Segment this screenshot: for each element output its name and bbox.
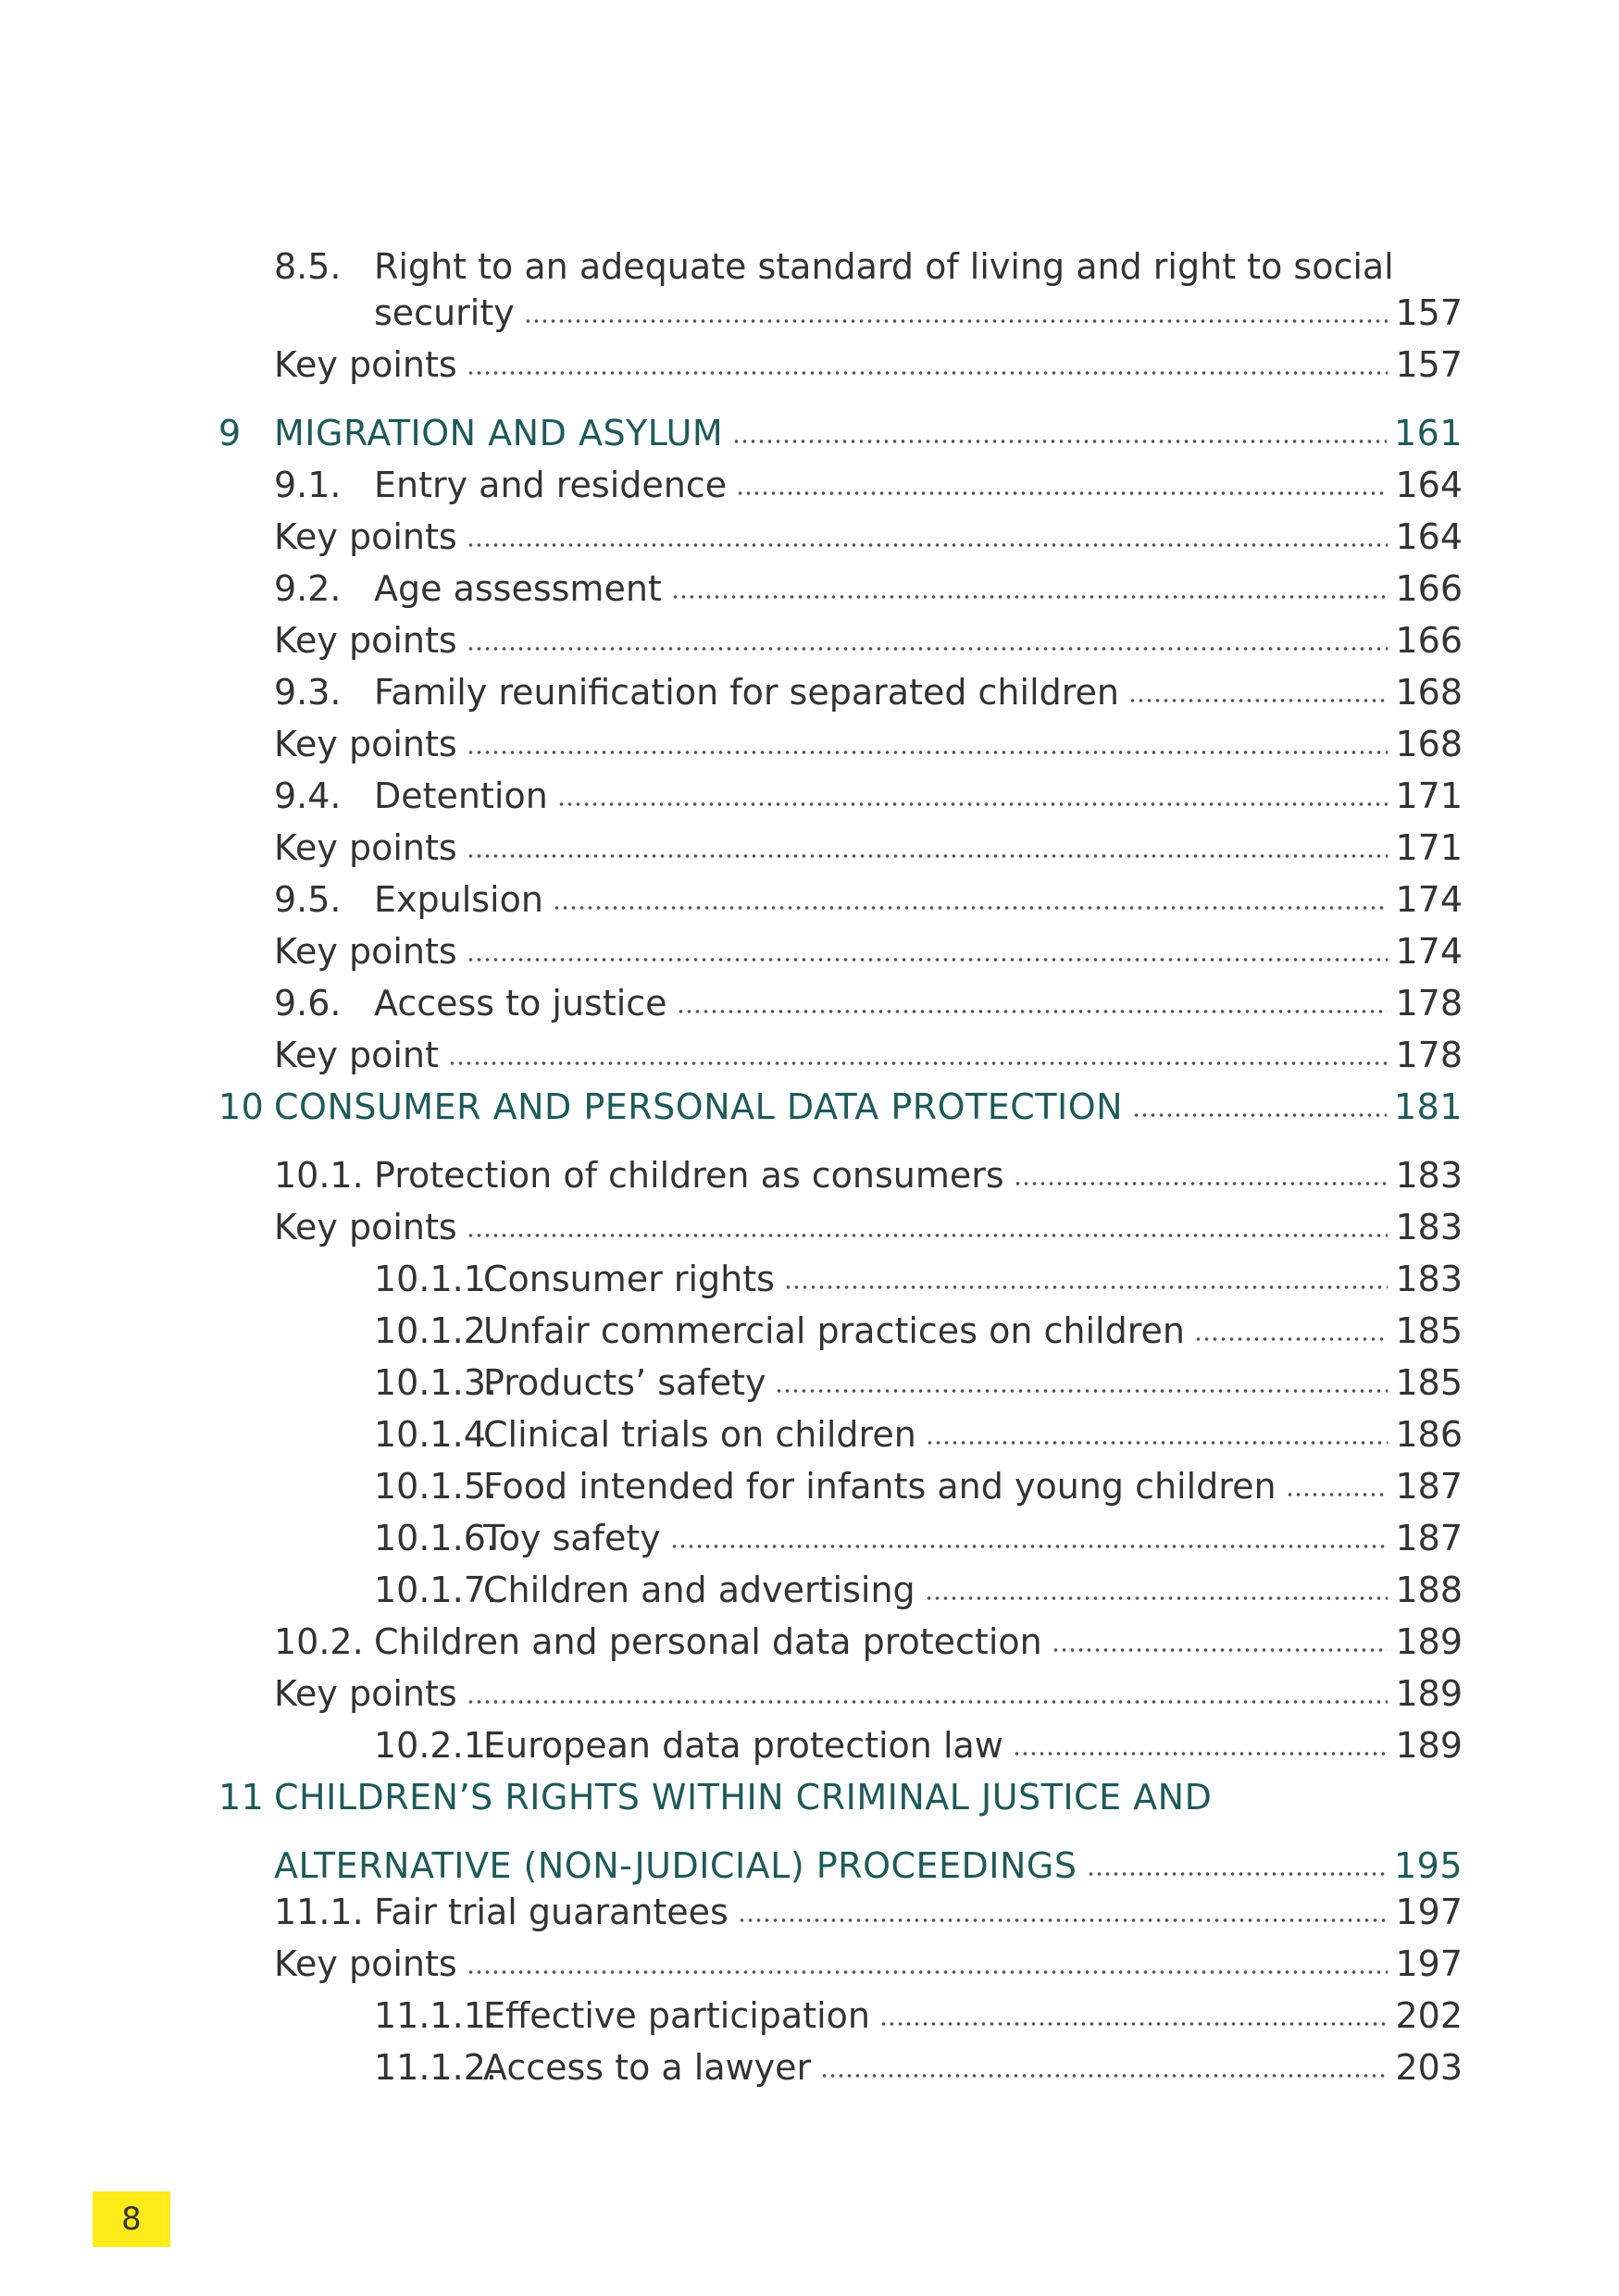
toc-entry-title: Consumer rights [483, 1259, 775, 1299]
toc-subsection-entry [0, 1355, 1619, 1410]
toc-entry-number: 11.1. [274, 1892, 364, 1932]
toc-entry-number: 10 [218, 1086, 265, 1127]
dot-leader [775, 1387, 1388, 1395]
toc-entry-title: Key points [274, 1673, 457, 1714]
toc-entry-title: Clinical trials on children [483, 1414, 916, 1455]
toc-entry-page: 197 [1395, 1943, 1463, 1984]
toc-entry-page: 178 [1395, 983, 1463, 1024]
toc-entry-row [483, 1355, 1463, 1410]
dot-leader [467, 541, 1389, 549]
toc-entry-row [483, 1562, 1463, 1618]
toc-entry-number: 11.1.2. [374, 2047, 497, 2088]
dot-leader [557, 800, 1389, 808]
toc-entry-row [374, 664, 1463, 720]
toc-entry-title: Fair trial guarantees [374, 1892, 729, 1932]
toc-entry-title: Effective participation [483, 1995, 870, 2036]
toc-entry-title: Food intended for infants and young children [483, 1466, 1277, 1507]
toc-entry-row [374, 561, 1463, 616]
toc-entry-number: 8.5. [274, 246, 342, 287]
toc-entry-number: 10.2.1. [374, 1725, 497, 1766]
toc-section-entry [0, 872, 1619, 927]
dot-leader [784, 1284, 1389, 1291]
toc-entry-page: 187 [1395, 1466, 1463, 1507]
toc-entry-title: Toy safety [483, 1518, 661, 1558]
toc-entry-page: 164 [1395, 465, 1463, 505]
toc-entry-title: CHILDREN’S RIGHTS WITHIN CRIMINAL JUSTICE AND [274, 1777, 1213, 1818]
page-number: 8 [121, 2201, 142, 2238]
toc-section-entry [0, 975, 1619, 1031]
toc-entry-row [483, 1510, 1463, 1566]
toc-entry-row [483, 1303, 1463, 1359]
toc-entry-page: 185 [1395, 1310, 1463, 1351]
toc-keypoints-entry [0, 1199, 1619, 1255]
toc-entry-title: Access to a lawyer [483, 2047, 812, 2088]
toc-entry-title: Key points [274, 1207, 457, 1247]
toc-section-entry [0, 1148, 1619, 1203]
dot-leader [467, 1698, 1389, 1706]
toc-entry-number: 10.1.2. [374, 1310, 497, 1351]
toc-entry-row [483, 1988, 1463, 2043]
toc-entry-page: 171 [1395, 827, 1463, 868]
toc-entry-title: Key points [274, 931, 457, 972]
dot-leader [467, 369, 1389, 377]
toc-entry-row [274, 1199, 1463, 1255]
toc-entry-row [274, 337, 1463, 392]
dot-leader [467, 1968, 1389, 1976]
toc-entry-title: security [374, 292, 515, 333]
dot-leader [925, 1595, 1389, 1602]
dot-leader [448, 1060, 1389, 1067]
toc-entry-page: 185 [1395, 1362, 1463, 1403]
page-number-badge [93, 2191, 170, 2247]
dot-leader [467, 956, 1389, 963]
toc-subsection-entry [0, 1458, 1619, 1514]
toc-subsection-entry [0, 1562, 1619, 1618]
toc-entry-row [483, 1407, 1463, 1462]
toc-entry-row [274, 716, 1463, 772]
toc-entry-page: 202 [1395, 1995, 1463, 2036]
toc-entry-title: Entry and residence [374, 465, 728, 505]
toc-keypoints-entry [0, 820, 1619, 875]
dot-leader [926, 1439, 1389, 1446]
toc-entry-title: Children and personal data protection [374, 1621, 1042, 1662]
toc-subsection-entry [0, 1303, 1619, 1359]
toc-entry-title: Key points [274, 344, 457, 385]
toc-entry-number: 9.6. [274, 983, 342, 1024]
toc-keypoints-entry [0, 1936, 1619, 1992]
toc-section-entry [0, 664, 1619, 720]
toc-entry-page: 195 [1393, 1845, 1463, 1886]
toc-subsection-entry [0, 2040, 1619, 2095]
dot-leader [1052, 1646, 1389, 1654]
dot-leader [1194, 1335, 1389, 1343]
toc-keypoints-entry [0, 1666, 1619, 1721]
toc-entry-page: 166 [1395, 568, 1463, 609]
toc-entry-number: 10.2. [274, 1621, 364, 1662]
toc-entry-title: Detention [374, 776, 548, 816]
toc-keypoints-entry [0, 1027, 1619, 1083]
toc-entry-title: MIGRATION AND ASYLUM [274, 413, 724, 453]
dot-leader [1286, 1491, 1389, 1498]
toc-entry-row [374, 975, 1463, 1031]
dot-leader [1013, 1750, 1389, 1757]
toc-keypoints-entry [0, 924, 1619, 979]
toc-subsection-entry [0, 1510, 1619, 1566]
toc-entry-title: Age assessment [374, 568, 662, 609]
toc-entry-row [274, 405, 1463, 461]
dot-leader [467, 852, 1389, 860]
toc-entry-page: 183 [1395, 1259, 1463, 1299]
toc-entry-title: Key points [274, 1943, 457, 1984]
toc-entry-row [374, 1614, 1463, 1669]
dot-leader [879, 2020, 1388, 2028]
toc-entry-title: Expulsion [374, 879, 543, 920]
toc-entry-row [374, 1884, 1463, 1940]
toc-entry-number: 9.3. [274, 672, 342, 713]
toc-entry-number: 10.1.6. [374, 1518, 497, 1558]
toc-entry-title: Family reunification for separated children [374, 672, 1119, 713]
toc-entry-number: 9.1. [274, 465, 342, 505]
toc-keypoints-entry [0, 337, 1619, 392]
toc-entry-title: Right to an adequate standard of living and right to social [374, 246, 1394, 287]
toc-entry-title: ALTERNATIVE (NON-JUDICIAL) PROCEEDINGS [274, 1845, 1077, 1886]
dot-leader [1014, 1180, 1389, 1187]
toc-entry-page: 183 [1395, 1207, 1463, 1247]
dot-leader [820, 2072, 1388, 2079]
toc-keypoints-entry [0, 509, 1619, 565]
toc-keypoints-entry [0, 716, 1619, 772]
toc-section-entry [0, 561, 1619, 616]
toc-entry-page: 174 [1395, 931, 1463, 972]
toc-entry-page: 171 [1395, 776, 1463, 816]
dot-leader [736, 490, 1388, 497]
dot-leader [1132, 1111, 1387, 1119]
dot-leader [553, 904, 1389, 912]
toc-entry-title: Key points [274, 724, 457, 764]
toc-entry-row [483, 1251, 1463, 1307]
toc-entry-number: 10.1.5. [374, 1466, 497, 1507]
toc-section-entry [0, 768, 1619, 824]
toc-entry-title: Unfair commercial practices on children [483, 1310, 1185, 1351]
toc-chapter-entry [0, 1079, 1619, 1135]
dot-leader [671, 593, 1389, 601]
toc-entry-row [374, 1148, 1463, 1203]
toc-entry-row [483, 1458, 1463, 1514]
toc-entry-page: 157 [1395, 292, 1463, 333]
toc-entry-page: 164 [1395, 516, 1463, 557]
toc-entry-page: 203 [1395, 2047, 1463, 2088]
toc-entry-title: Products’ safety [483, 1362, 766, 1403]
toc-section-entry [0, 285, 1619, 341]
toc-entry-row [274, 1666, 1463, 1721]
dot-leader [738, 1917, 1389, 1924]
toc-entry-number: 10.1.7. [374, 1570, 497, 1610]
toc-entry-title: Key points [274, 827, 457, 868]
dot-leader [1087, 1870, 1387, 1878]
toc-entry-page: 174 [1395, 879, 1463, 920]
toc-entry-row [374, 872, 1463, 927]
dot-leader [524, 317, 1389, 325]
toc-entry-row [483, 1718, 1463, 1773]
toc-entry-page: 189 [1395, 1725, 1463, 1766]
dot-leader [732, 438, 1387, 445]
toc-keypoints-entry [0, 613, 1619, 668]
toc-entry-row [274, 613, 1463, 668]
toc-entry-number: 11 [218, 1777, 265, 1818]
toc-entry-page: 157 [1395, 344, 1463, 385]
toc-entry-page: 189 [1395, 1621, 1463, 1662]
toc-entry-page: 197 [1395, 1892, 1463, 1932]
toc-subsection-entry [0, 1718, 1619, 1773]
toc-section-entry [0, 457, 1619, 513]
dot-leader [467, 645, 1389, 652]
toc-entry-title: Children and advertising [483, 1570, 915, 1610]
toc-entry-page: 168 [1395, 724, 1463, 764]
toc-entry-title: CONSUMER AND PERSONAL DATA PROTECTION [274, 1086, 1124, 1127]
toc-entry-page: 186 [1395, 1414, 1463, 1455]
toc-entry-row [374, 285, 1463, 341]
toc-entry-row [274, 509, 1463, 565]
toc-entry-number: 9.2. [274, 568, 342, 609]
toc-entry-row [274, 820, 1463, 875]
toc-entry-page: 181 [1393, 1086, 1463, 1127]
toc-entry-number: 10.1.3. [374, 1362, 497, 1403]
toc-subsection-entry [0, 1251, 1619, 1307]
toc-entry-number: 10.1.4. [374, 1414, 497, 1455]
dot-leader [1128, 697, 1388, 704]
toc-entry-row [274, 924, 1463, 979]
toc-entry-number: 11.1.1. [374, 1995, 497, 2036]
toc-entry-page: 166 [1395, 620, 1463, 661]
toc-entry-page: 187 [1395, 1518, 1463, 1558]
toc-entry-row [483, 2040, 1463, 2095]
toc-entry-title: European data protection law [483, 1725, 1003, 1766]
toc-entry-number: 9.5. [274, 879, 342, 920]
dot-leader [677, 1008, 1389, 1015]
dot-leader [670, 1543, 1389, 1550]
toc-entry-page: 161 [1393, 413, 1463, 453]
toc-entry-title: Access to justice [374, 983, 667, 1024]
toc-entry-page: 189 [1395, 1673, 1463, 1714]
dot-leader [467, 1232, 1389, 1239]
toc-entry-row [374, 768, 1463, 824]
toc-entry-row [274, 1027, 1463, 1083]
toc-entry-number: 10.1.1. [374, 1259, 497, 1299]
dot-leader [467, 749, 1389, 756]
toc-entry-page: 188 [1395, 1570, 1463, 1610]
toc-entry-page: 178 [1395, 1035, 1463, 1075]
toc-entry-number: 9.4. [274, 776, 342, 816]
toc-entry-title: Key point [274, 1035, 439, 1075]
toc-chapter-entry [0, 1769, 1619, 1825]
toc-entry-page: 168 [1395, 672, 1463, 713]
toc-section-entry [0, 1884, 1619, 1940]
toc-entry-page: 183 [1395, 1155, 1463, 1196]
toc-entry-row [274, 1079, 1463, 1135]
toc-section-entry [0, 1614, 1619, 1669]
toc-entry-row [374, 457, 1463, 513]
toc-entry-title: Protection of children as consumers [374, 1155, 1004, 1196]
toc-subsection-entry [0, 1407, 1619, 1462]
toc-entry-row [274, 1769, 1463, 1825]
toc-subsection-entry [0, 1988, 1619, 2043]
toc-entry-title: Key points [274, 516, 457, 557]
toc-entry-row [274, 1936, 1463, 1992]
toc-chapter-entry [0, 405, 1619, 461]
toc-entry-title: Key points [274, 620, 457, 661]
toc-entry-number: 9 [218, 413, 242, 453]
toc-entry-number: 10.1. [274, 1155, 364, 1196]
